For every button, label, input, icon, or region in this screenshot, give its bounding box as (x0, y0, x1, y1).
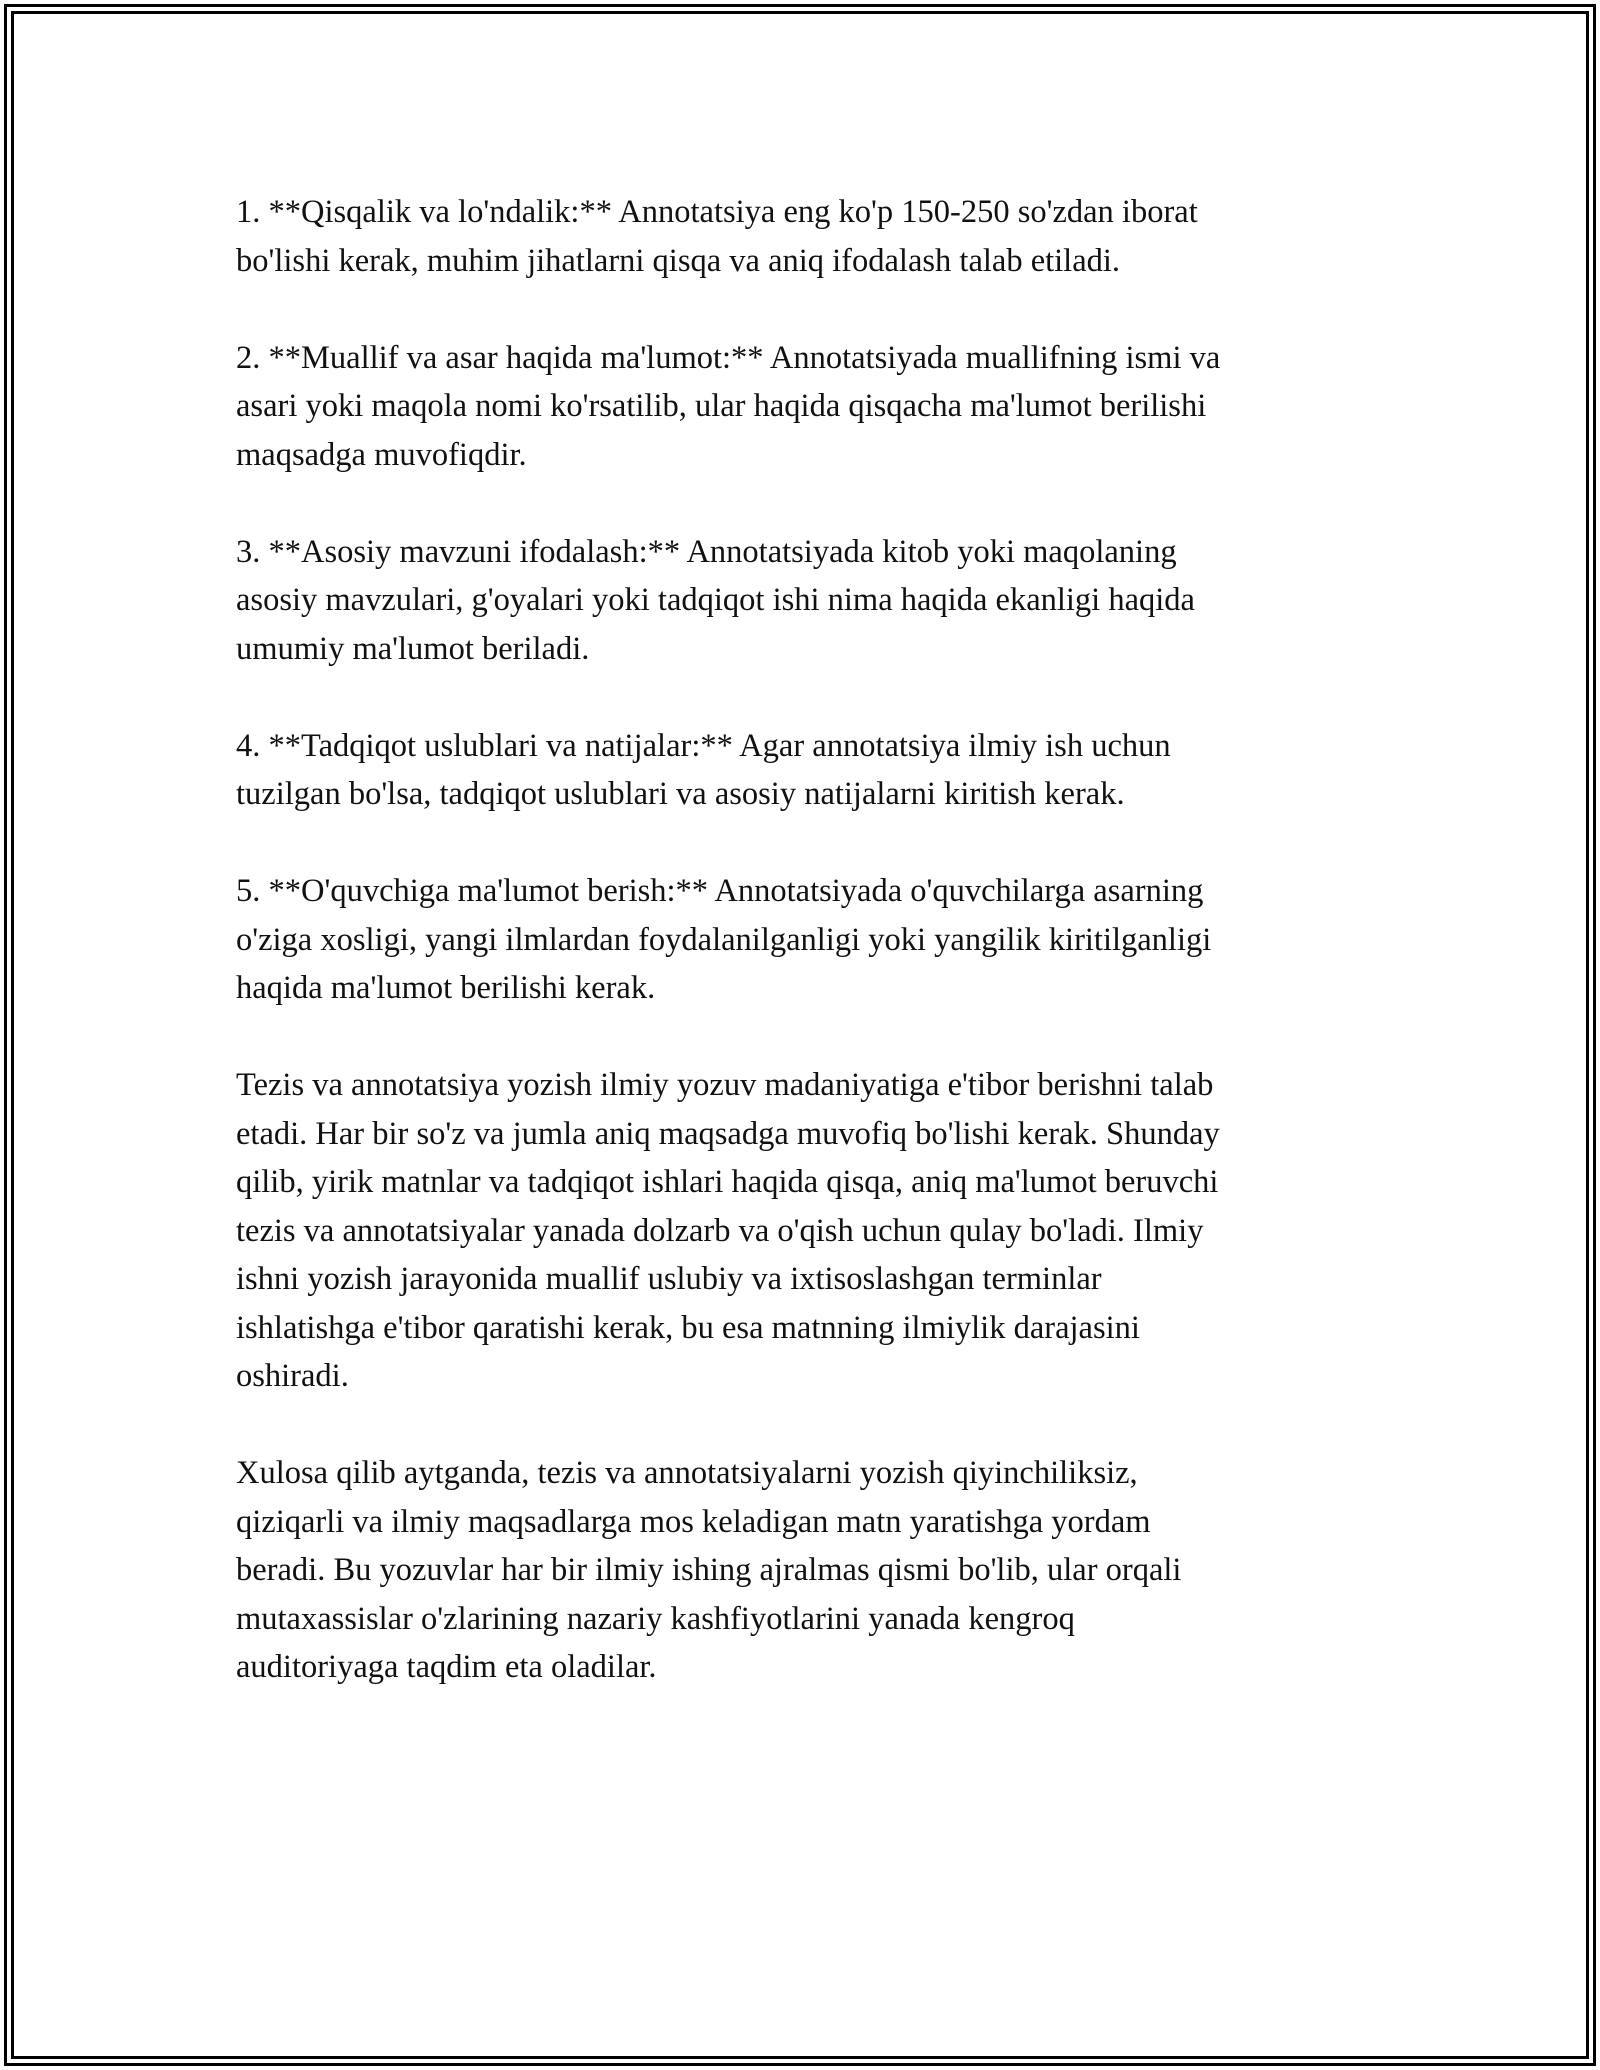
body-paragraph-conclusion: Xulosa qilib aytganda, tezis va annotatsiyalarni yozish qiyinchiliksiz, qiziqarli va ilmiy maqsadlarga mos keladigan matn yaratishga yordam beradi. Bu yozuvlar har bir ilmiy ishing ajralmas qismi bo'lib, ular orqali mutaxassislar o'zlarining nazariy kashfiyotlarini yanada kengroq auditoriyaga taqdim eta oladilar. (236, 1455, 1182, 1685)
list-item-conciseness: 1. **Qisqalik va lo'ndalik:** Annotatsiya eng ko'p 150-250 so'zdan iborat bo'lishi kerak, muhim jihatlarni qisqa va aniq ifodalash talab etiladi. (236, 194, 1198, 279)
list-item-main-topic: 3. **Asosiy mavzuni ifodalash:** Annotatsiyada kitob yoki maqolaning asosiy mavzulari, g'oyalari yoki tadqiqot ishi nima haqida ekanligi haqida umumiy ma'lumot beriladi. (236, 533, 1195, 667)
list-item-reader-info: 5. **O'quvchiga ma'lumot berish:** Annotatsiyada o'quvchilarga asarning o'ziga xosligi, yangi ilmlardan foydalanilganligi yoki yangilik kiritilganligi haqida ma'lumot berilishi kerak. (236, 873, 1212, 1006)
list-item-author-info: 2. **Muallif va asar haqida ma'lumot:** Annotatsiyada muallifning ismi va asari yoki maqola nomi ko'rsatilib, ular haqida qisqacha ma'lumot berilishi maqsadga muvofiqdir. (236, 339, 1221, 473)
document-body (236, 188, 1356, 1692)
list-item-research-methods: 4. **Tadqiqot uslublari va natijalar:** Agar annotatsiya ilmiy ish uchun tuzilgan bo'lsa, tadqiqot uslublari va asosiy natijalarni kiritish kerak. (236, 727, 1171, 812)
body-paragraph-writing-culture: Tezis va annotatsiya yozish ilmiy yozuv madaniyatiga e'tibor berishni talab etadi. Har bir so'z va jumla aniq maqsadga muvofiq bo'lishi kerak. Shunday qilib, yirik matnlar va tadqiqot ishlari haqida qisqa, aniq ma'lumot beruvchi tezis va annotatsiyalar yanada dolzarb va o'qish uchun qulay bo'ladi. Ilmiy ishni yozish jarayonida muallif uslubiy va ixtisoslashgan terminlar ishlatishga e'tibor qaratishi kerak, bu esa matnning ilmiylik darajasini oshiradi. (236, 1067, 1220, 1394)
